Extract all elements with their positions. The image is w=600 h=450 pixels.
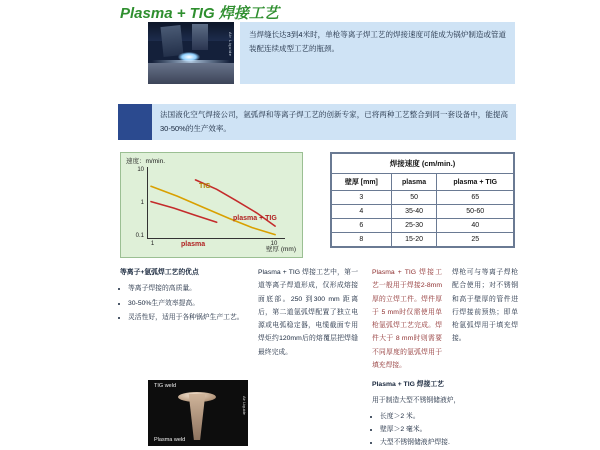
plasma-tig-welding-torch-photo	[148, 22, 234, 84]
chart-xtick: 1	[150, 241, 155, 247]
second-torch-icon	[192, 24, 208, 50]
usecase-heading: Plasma + TIG 焊接工艺	[372, 381, 444, 388]
table-header-cell: plasma + TIG	[437, 174, 514, 191]
table-cell: 50	[391, 191, 437, 205]
accent-swatch	[118, 104, 152, 140]
weld-cross-section-photo	[148, 380, 248, 446]
intro-text-box: 当焊缝长达3到4米时，单枪等离子焊工艺的焊接速度可能成为锅炉制造或管道装配连续成型工艺的瓶颈。	[240, 22, 515, 84]
welding-speed-table	[330, 152, 515, 248]
table-cell: 4	[332, 205, 392, 219]
table-cell: 25	[437, 233, 514, 247]
usecase-list	[372, 410, 522, 450]
table-cell: 15-20	[391, 233, 437, 247]
table-cell: 8	[332, 233, 392, 247]
table-row	[332, 191, 514, 205]
table-cell: 65	[437, 191, 514, 205]
photo-credit-vertical: Air Liquide	[228, 32, 233, 57]
chart-curves	[147, 167, 285, 239]
chart-plot-area	[135, 166, 285, 248]
application-column: Plasma + TIG 焊接工艺一般用于焊接2-8mm厚的立焊工件。焊件厚于 5 mm时仅需使用单枪氩弧焊工艺完成。焊件大于 8 mm时则需要不同厚度的氩弧焊用于填充焊接。	[372, 269, 442, 369]
table-row	[332, 219, 514, 233]
plasma-weld-label: Plasma weld	[154, 437, 186, 443]
list-item: • 长度＞2 米。	[380, 410, 522, 423]
table-header-cell: 壁厚 [mm]	[332, 174, 392, 191]
chart-series-label-plasma-tig: plasma + TIG	[233, 215, 277, 222]
table-row	[332, 205, 514, 219]
chart-series-label-plasma: plasma	[181, 241, 206, 248]
table-cell: 35-40	[391, 205, 437, 219]
chart-series-label-tig: TIG	[199, 183, 211, 190]
secondary-text-band	[120, 104, 516, 140]
table-cell: 40	[437, 219, 514, 233]
table-cell: 3	[332, 191, 392, 205]
chart-x-axis-label: 壁厚 (mm)	[266, 246, 296, 253]
page-title: Plasma + TIG 焊接工艺	[120, 5, 279, 22]
table-row	[332, 233, 514, 247]
chart-ytick: 10	[137, 166, 144, 173]
chart-ytick: 1	[140, 200, 144, 206]
advantages-heading: 等离子+氩弧焊工艺的优点	[120, 269, 199, 276]
table-cell: 50-60	[437, 205, 514, 219]
usecase-intro: 用于制造大型不锈钢储液炉，	[372, 397, 461, 405]
list-item: • 30-50%生产效率提高。	[128, 297, 244, 310]
table-header-cell: plasma	[391, 174, 437, 191]
chart-ytick: 0.1	[135, 233, 144, 240]
weld-seam-glow	[152, 60, 230, 63]
list-item: • 大型不锈钢储液炉焊接.	[380, 436, 522, 449]
secondary-text: 法国液化空气焊接公司，氩弧焊和等离子焊工艺的创新专家，已将两种工艺整合到同一套设备中，能提高30-50%的生产效率。	[160, 110, 508, 134]
list-item: • 壁厚＞2 毫米。	[380, 423, 522, 436]
table-title: 焊接速度 (cm/min.)	[332, 154, 514, 174]
photo-credit-vertical: Air Liquide	[242, 396, 247, 415]
chart-xtick: 10	[270, 241, 278, 247]
notes-column: 焊枪可与等离子焊枪配合使用；对不锈钢和高于壁厚的管件进行焊接前预热；即单枪氩弧焊用于填充焊接。	[452, 269, 518, 343]
advantages-list	[120, 282, 244, 324]
chart-y-axis-label: 速度：m/min.	[126, 158, 165, 165]
workpiece-plate	[148, 63, 234, 84]
list-item: • 灵活性好，适用于各种锅炉生产工艺。	[128, 311, 244, 324]
table-cell: 6	[332, 219, 392, 233]
usecase-column	[372, 378, 522, 449]
table-cell: 25-30	[391, 219, 437, 233]
process-description-column: Plasma + TIG 焊接工艺中，第一道等离子焊道形成，仅形成熔接面底部。250 到300 mm 距离后，第二道氩弧焊配置了独立电源或电弧稳定器，电缆截面专用焊炬约120mm后的熔覆层把焊缝最终完成。	[258, 269, 358, 356]
list-item: • 等离子焊接的高质量。	[128, 282, 244, 295]
tig-weld-label: TIG weld	[154, 383, 177, 389]
advantages-column	[120, 266, 244, 325]
welding-speed-chart	[120, 152, 303, 258]
